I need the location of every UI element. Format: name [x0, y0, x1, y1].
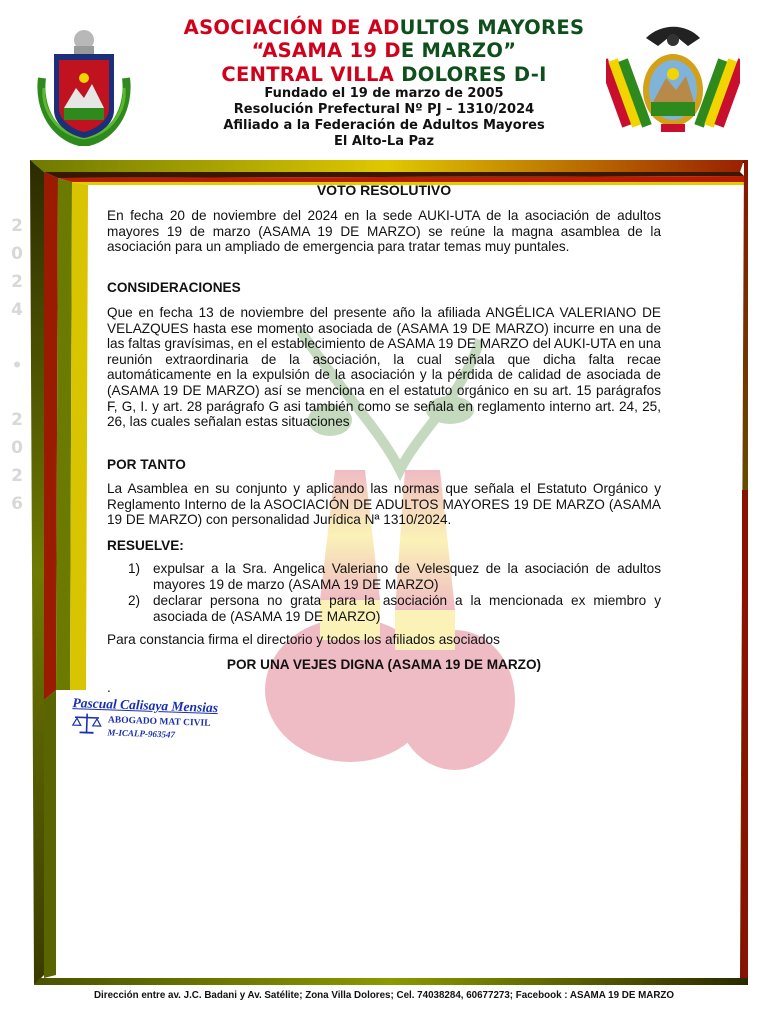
scales-of-justice-icon: [71, 712, 102, 735]
bolivia-coat-of-arms-logo: [606, 18, 740, 146]
frame-left-lower: [44, 690, 56, 978]
therefore-heading: POR TANTO: [107, 457, 186, 472]
resolve-item-text: expulsar a la Sra. Angelica Valeriano de Velesquez de la asociación de adultos mayores 19 de marzo (ASAMA 19 DE MARZO): [153, 561, 661, 592]
side-digit: 2: [11, 272, 23, 292]
header-line3-red: CENTRAL VILLA: [221, 63, 402, 86]
header-line2-green: E MARZO”: [400, 39, 517, 62]
side-digit: 0: [11, 244, 23, 264]
resolves-heading: RESUELVE:: [107, 538, 184, 553]
lawyer-stamp: [65, 689, 247, 751]
header-line2-red: “ASAMA 19 D: [251, 39, 401, 62]
footer-address: Dirección entre av. J.C. Badani y Av. Satélite; Zona Villa Dolores; Cel. 74038284, 60677273; Facebook : ASAMA 19 DE MARZO: [93, 990, 675, 1001]
therefore-paragraph: La Asamblea en su conjunto y aplicando las normas que señala el Estatuto Orgánico y Reglamento Interno de la ASOCIACIÓN DE ADULTOS MAYORES 19 DE MARZO (ASAMA 19 DE MARZO) con personalidad Jurídica Nª 1310/2024.: [107, 481, 661, 528]
side-digit: 6: [11, 494, 23, 514]
header-line1-green: ULTOS MAYORES: [399, 16, 585, 39]
stamp-title: ABOGADO MAT CIVIL: [107, 715, 211, 729]
considerations-paragraph: Que en fecha 13 de noviembre del presente año la afiliada ANGÉLICA VALERIANO DE VELAZQUES hasta ese momento asociada de (ASAMA 19 DE MARZO) incurre en una de las faltas gravísimas, en el establecimiento de ASAMA 19 DE MARZO del AUKI-UTA en una reunión extraordinaria de la asociación, la cual señala que dicha falta recae automáticamente en la expulsión de la asociación y la pérdida de calidad de asociada de (ASAMA 19 DE MARZO) así se menciona en el estatuto orgánico en su art. 15 parágrafos F, G, I. y art. 28 parágrafo G asi también como se señala en reglamento interno art. 24, 25, 26, las cuales señalan estas situaciones: [107, 305, 661, 430]
resolve-item: [128, 593, 661, 625]
header-line-central: [150, 64, 618, 86]
closing-paragraph: Para constancia firma el directorio y todos los afiliados asociados: [107, 632, 500, 647]
frame-left-inner-olive: [56, 178, 72, 690]
association-seal-logo: [34, 18, 134, 146]
document-title: VOTO RESOLUTIVO: [316, 182, 452, 198]
header-resolution: Resolución Prefectural Nº PJ – 1310/2024: [233, 102, 535, 117]
header-line1-red: ASOCIACIÓN DE AD: [183, 16, 400, 39]
intro-paragraph: En fecha 20 de noviembre del 2024 en la sede AUKI-UTA de la asociación de adultos mayores 19 de marzo (ASAMA 19 DE MARZO) se reúne la magna asamblea de la asociación para un ampliado de emergencia para tratar temas muy puntales.: [107, 208, 661, 255]
header-affiliation: Afiliado a la Federación de Adultos Mayores: [223, 118, 545, 133]
resolve-item-number: 1): [128, 561, 141, 576]
slogan: POR UNA VEJES DIGNA (ASAMA 19 DE MARZO): [226, 657, 542, 672]
resolve-item: [128, 561, 661, 593]
side-digit: 2: [11, 216, 23, 236]
side-digit: 0: [11, 438, 23, 458]
stamp-name: Pascual Calisaya Mensias: [72, 695, 219, 716]
header-line-asama: [150, 40, 618, 62]
frame-right-lower: [742, 490, 748, 985]
frame-left-inner: [44, 172, 58, 700]
stamp-registration: M-ICALP-963547: [107, 727, 176, 740]
considerations-heading: CONSIDERACIONES: [107, 280, 241, 295]
resolve-item-text: declarar persona no grata para la asociación a la mencionada ex miembro y asociada de (ASAMA 19 DE MARZO): [153, 593, 661, 624]
stray-dot: .: [107, 680, 111, 695]
resolve-item-number: 2): [128, 593, 141, 608]
frame-left-band: [30, 160, 44, 985]
side-digit: 2: [11, 466, 23, 486]
header-location: El Alto-La Paz: [333, 134, 435, 149]
side-digit: •: [11, 356, 23, 376]
side-digit: 4: [11, 300, 23, 320]
header-line3-green: DOLORES D-I: [401, 63, 547, 86]
header-founded: Fundado el 19 de marzo de 2005: [264, 86, 504, 101]
side-digit: 2: [11, 410, 23, 430]
frame-bottom-band: [34, 978, 748, 985]
header-line-association: [150, 17, 618, 39]
frame-left-inner-yellow: [70, 182, 88, 690]
frame-top-band: [30, 160, 744, 172]
